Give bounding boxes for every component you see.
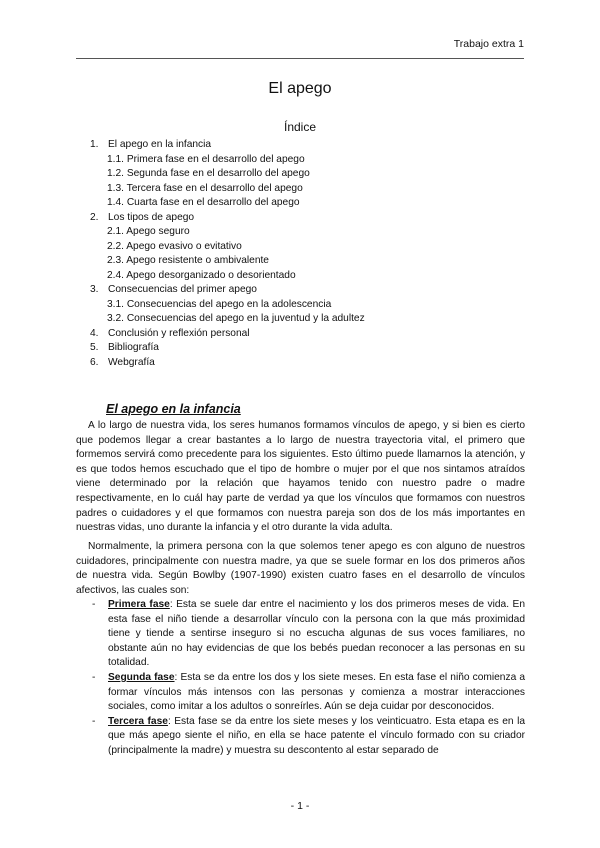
toc-item-label: Conclusión y reflexión personal [108, 327, 250, 339]
toc-item-label: Bibliografía [108, 342, 159, 353]
toc-item [90, 283, 365, 298]
toc-item-number: 3. [90, 284, 99, 295]
toc-item [90, 356, 365, 371]
phase-description [108, 671, 525, 715]
toc-subitem: 2.3. Apego resistente o ambivalente [107, 255, 269, 266]
toc-subitem: 1.1. Primera fase en el desarrollo del apego [107, 153, 305, 165]
toc-item [90, 211, 365, 226]
toc-subitem: 3.1. Consecuencias del apego en la adolescencia [107, 298, 332, 310]
toc-subitem: 2.2. Apego evasivo o evitativo [107, 240, 242, 252]
table-of-contents [90, 138, 365, 370]
toc-item [90, 138, 365, 153]
phase-text: : Esta se da entre los dos y los siete meses. En esta fase el niño comienza a formar vínculos más intensos con las personas y comienza a mostrar interacciones sociales, como imitar a los adultos o sonreírles. Aún se deja cuidar por desconocidos. [108, 671, 525, 713]
toc-item [90, 327, 365, 342]
page-number: - 1 - [290, 800, 310, 812]
toc-subitem: 2.4. Apego desorganizado o desorientado [107, 269, 296, 281]
phase-text: : Esta fase se da entre los siete meses y los veinticuatro. Esta etapa es en la que más apego siente el niño, en ella se hace patente el vínculo formado con su criador (principalmente la madre) y muestra su descontento al estar separado de [108, 715, 525, 756]
toc-item-number: 5. [90, 342, 99, 353]
phase-list-item [76, 598, 525, 671]
phase-list-item [76, 715, 525, 759]
phase-label: Tercera fase [108, 715, 168, 727]
phase-list-item [76, 671, 525, 715]
phase-description [108, 598, 525, 671]
toc-item-number: 2. [90, 211, 99, 223]
body-paragraph: A lo largo de nuestra vida, los seres humanos formamos vínculos de apego, y si bien es cierto que podemos llegar a crear bastantes a lo largo de nuestra trayectoria vital, el primero que formemos servirá como precedente para los siguientes. Esto último puede llamarnos la atención, y es que todos hemos escuchado que el tipo de hombre o mujer por el que nos sintamos atraídos viene determinado por la relación que hayamos tenido con nuestro padre o madre respectivamente, en lo cuál hay parte de verdad ya que los vínculos que formamos con nuestros padres o cuidadores y el que formamos con nuestra pareja son dos de los más importantes en nuestras vidas, uno durante la infancia y el otro durante la vida adulta. [76, 420, 525, 534]
phase-description [108, 715, 525, 759]
toc-subitem: 1.3. Tercera fase en el desarrollo del apego [107, 182, 303, 194]
section-heading: El apego en la infancia [106, 402, 241, 416]
phase-label: Segunda fase [108, 671, 175, 683]
toc-heading: Índice [283, 120, 317, 134]
toc-item-label: Webgrafía [108, 356, 155, 368]
toc-item [90, 341, 365, 356]
list-dash: - [92, 671, 96, 683]
toc-subitem: 3.2. Consecuencias del apego en la juventud y la adultez [107, 313, 365, 324]
toc-subitem: 2.1. Apego seguro [107, 226, 190, 237]
running-header: Trabajo extra 1 [453, 38, 524, 50]
phase-list [76, 598, 525, 759]
toc-item-label: Los tipos de apego [108, 211, 195, 223]
toc-item-number: 1. [90, 139, 99, 150]
body-paragraph: Normalmente, la primera persona con la que solemos tener apego es con alguno de nuestros cuidadores, principalmente con nuestra madre, ya que se suele formar en los dos primeros años de nuestra vida. Según Bowlby (1907-1990) existen cuatro fases en el desarrollo de vínculos afectivos, las cuales son: [76, 541, 525, 596]
document-title: El apego [268, 80, 332, 97]
toc-item-label: Consecuencias del primer apego [108, 284, 257, 295]
toc-subitem: 1.2. Segunda fase en el desarrollo del apego [107, 168, 310, 179]
toc-item-number: 6. [90, 356, 99, 368]
toc-item-label: El apego en la infancia [108, 139, 212, 150]
header-divider [76, 58, 524, 59]
list-dash: - [92, 599, 96, 610]
phase-label: Primera fase [108, 599, 170, 610]
list-dash: - [92, 715, 96, 727]
toc-subitem: 1.4. Cuarta fase en el desarrollo del apego [107, 197, 300, 208]
phase-text: : Esta se suele dar entre el nacimiento y los dos primeros meses de vida. En esta fase el niño tiende a desarrollar vínculo con la persona con la que más proximidad tiene y tiende a sentirse inseguro si no escucha algunas de sus voces familiares, no obstante aún no hay evidencias de que los bebés puedan reconocer a las personas en su totalidad. [108, 599, 525, 669]
toc-item-number: 4. [90, 327, 99, 339]
